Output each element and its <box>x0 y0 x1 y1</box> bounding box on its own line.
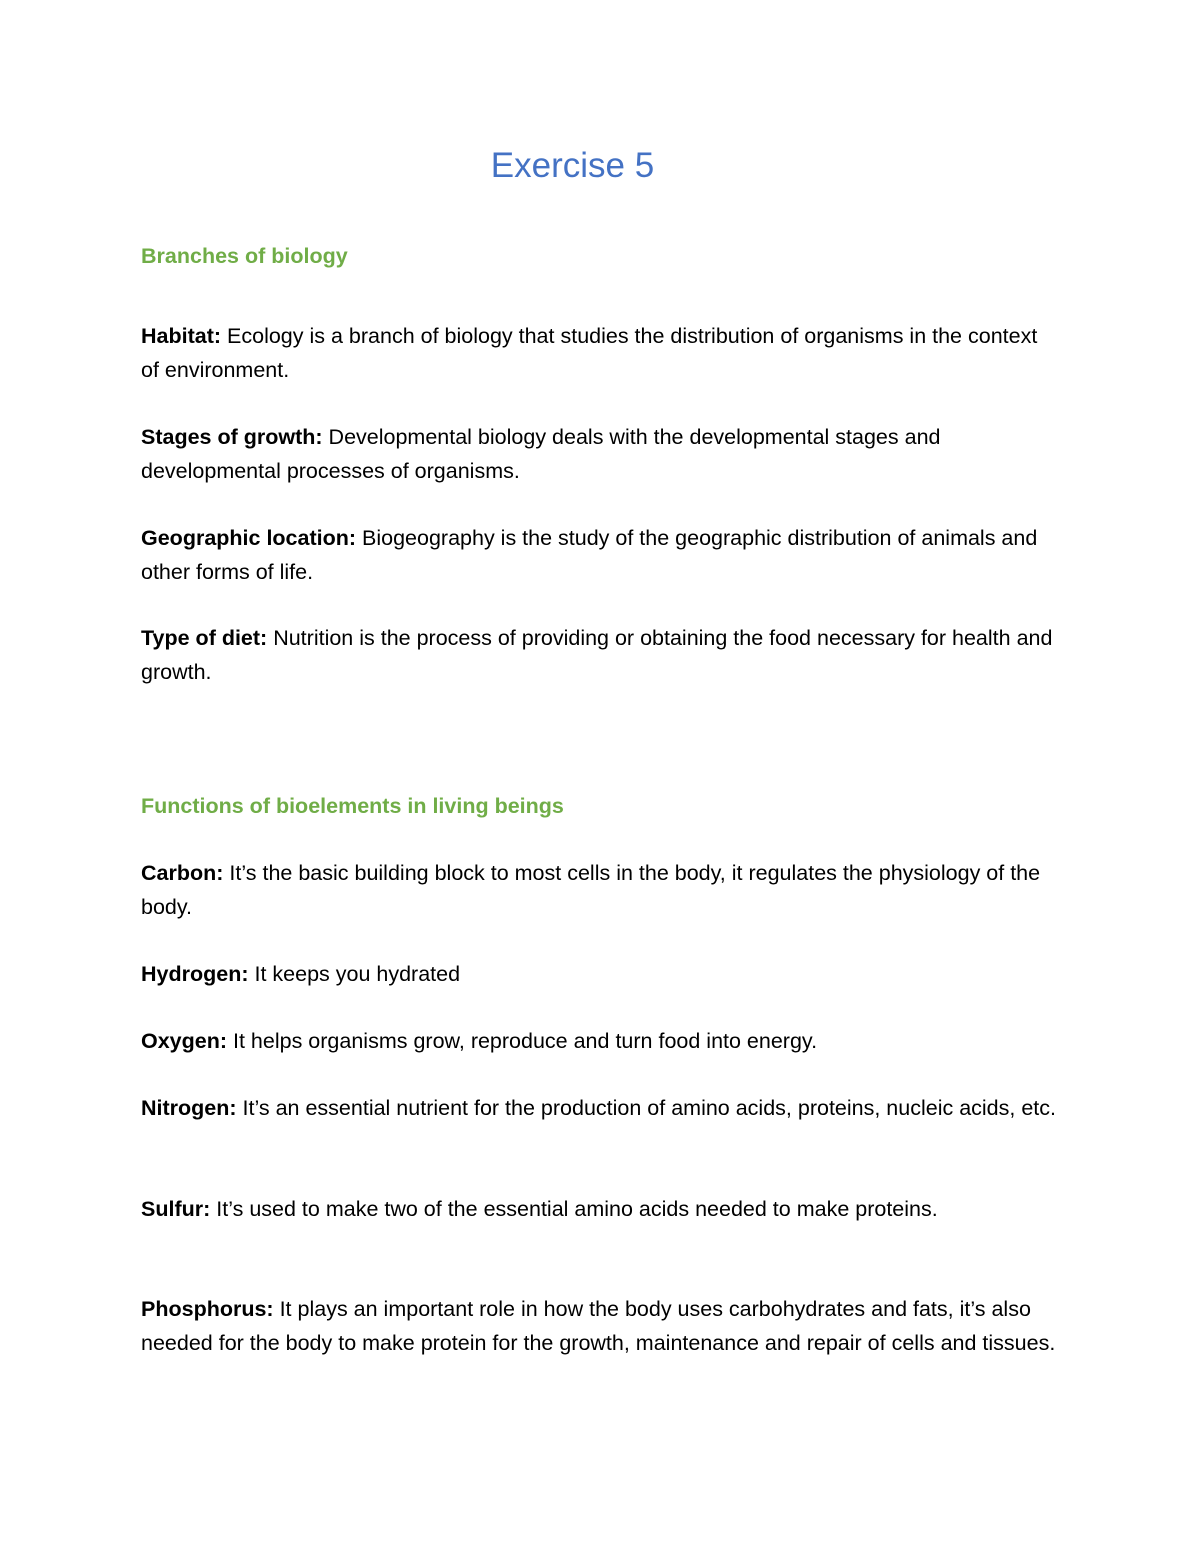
entry-carbon <box>141 856 1061 924</box>
entry-term: Hydrogen: <box>141 962 249 986</box>
entry-text: It’s an essential nutrient for the production of amino acids, proteins, nucleic acids, etc. <box>242 1096 1056 1120</box>
section-heading-branches: Branches of biology <box>141 244 348 268</box>
entry-stages-of-growth <box>141 420 1061 488</box>
entry-term: Oxygen: <box>141 1029 228 1053</box>
entry-habitat <box>141 319 1061 387</box>
document-title: Exercise 5 <box>490 146 655 185</box>
entry-term: Geographic location: <box>141 526 357 550</box>
entry-hydrogen <box>141 957 1061 991</box>
entry-nitrogen <box>141 1091 1061 1125</box>
entry-text: It helps organisms grow, reproduce and turn food into energy. <box>233 1029 818 1053</box>
entry-text: Biogeography is the study of the geographic distribution of animals and other forms of life. <box>141 526 1038 584</box>
entry-text: It keeps you hydrated <box>254 962 461 986</box>
entry-sulfur <box>141 1192 1061 1226</box>
entry-text: Ecology is a branch of biology that studies the distribution of organisms in the context of environment. <box>141 324 1038 382</box>
entry-text: It plays an important role in how the body uses carbohydrates and fats, it’s also needed for the body to make protein for the growth, maintenance and repair of cells and tissues. <box>141 1297 1056 1355</box>
entry-text: It’s used to make two of the essential amino acids needed to make proteins. <box>216 1197 938 1221</box>
entry-term: Nitrogen: <box>141 1096 237 1120</box>
entry-term: Carbon: <box>141 861 224 885</box>
entry-text: It’s the basic building block to most cells in the body, it regulates the physiology of the body. <box>141 861 1041 919</box>
entry-term: Stages of growth: <box>141 425 323 449</box>
entry-text: Nutrition is the process of providing or obtaining the food necessary for health and growth. <box>141 626 1053 684</box>
entry-term: Sulfur: <box>141 1197 211 1221</box>
entry-oxygen <box>141 1024 1061 1058</box>
entry-term: Habitat: <box>141 324 222 348</box>
entry-phosphorus <box>141 1292 1061 1360</box>
entry-term: Type of diet: <box>141 626 268 650</box>
section-heading-bioelements: Functions of bioelements in living beings <box>141 794 564 818</box>
entry-geographic-location <box>141 521 1061 589</box>
entry-term: Phosphorus: <box>141 1297 274 1321</box>
entry-type-of-diet <box>141 621 1061 689</box>
entry-text: Developmental biology deals with the developmental stages and developmental processes of organisms. <box>141 425 941 483</box>
